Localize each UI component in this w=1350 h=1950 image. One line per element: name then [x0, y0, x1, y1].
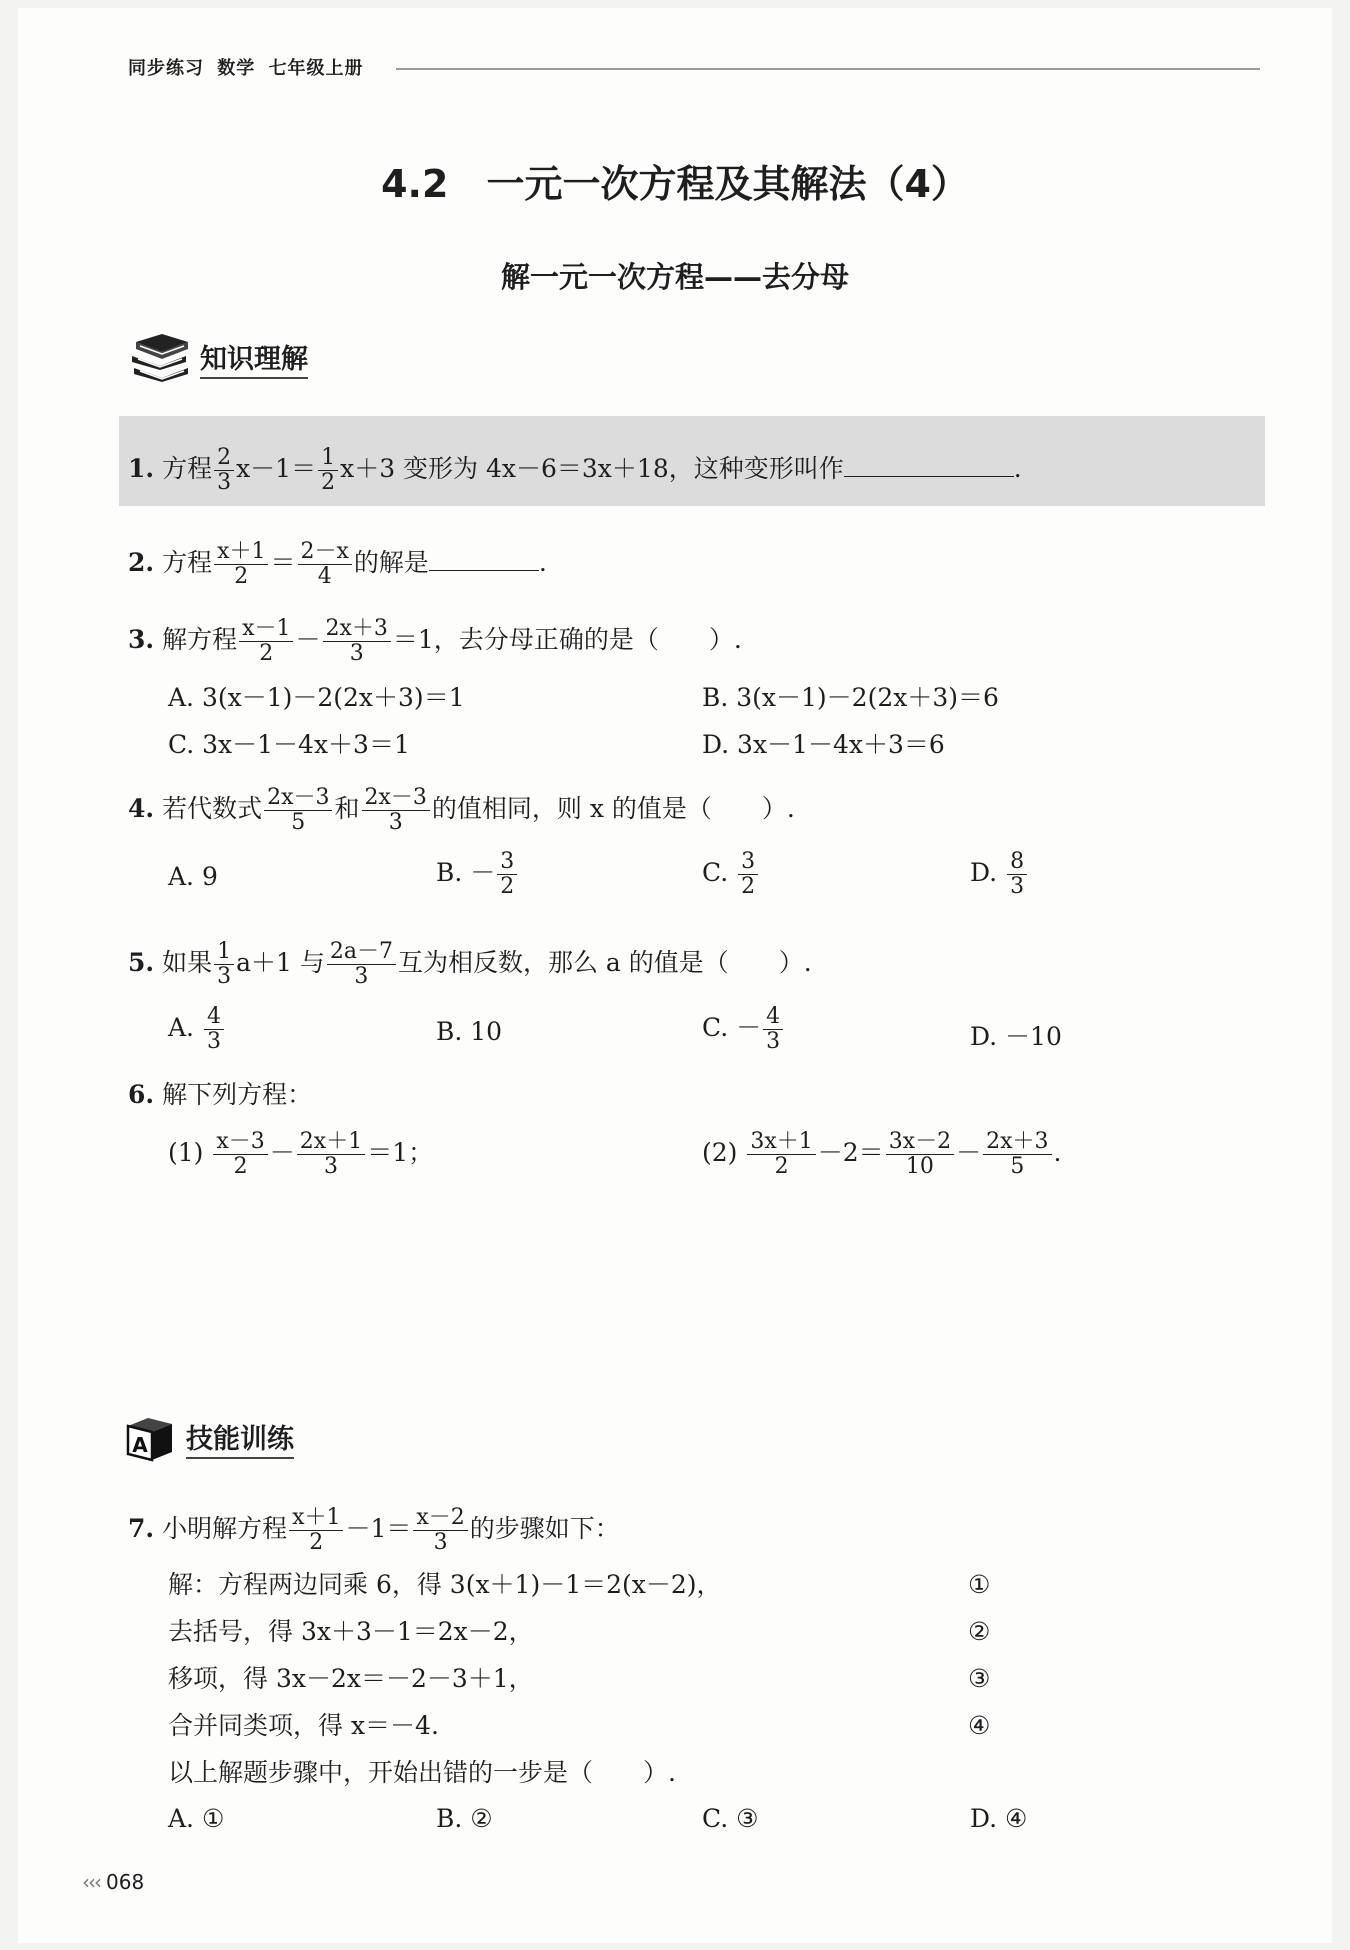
- fraction: $\frac{4}{3}$: [763, 1005, 783, 1054]
- fraction: $\frac{3}{2}$: [497, 850, 517, 899]
- q7-option-c[interactable]: C. ③: [702, 1804, 759, 1833]
- fraction: $\frac{1}{3}$: [214, 940, 234, 989]
- solution-step-2: 去括号，得 3x＋3－1＝2x－2，: [168, 1617, 534, 1646]
- solution-step-3: 移项，得 3x－2x＝－2－3＋1，: [168, 1664, 534, 1693]
- q4-option-a[interactable]: A. 9: [168, 862, 218, 891]
- fraction: $\frac{3}{2}$: [738, 850, 758, 899]
- q3-option-c[interactable]: C. 3x－1－4x＋3＝1: [168, 730, 410, 759]
- question-5: 5. 如果 $\frac{1}{3}$ a＋1 与 $\frac{2a-7}{3}$ 互为相反数，那么 a 的值是（ ）.: [128, 939, 812, 989]
- fraction: $\frac{2-x}{4}$: [298, 540, 352, 589]
- step-marker-1: ①: [968, 1570, 991, 1599]
- fraction: $\frac{2x-3}{5}$: [264, 786, 332, 835]
- fraction: $\frac{x-3}{2}$: [213, 1130, 267, 1179]
- q3-option-d[interactable]: D. 3x－1－4x＋3＝6: [702, 730, 945, 759]
- step-marker-4: ④: [968, 1711, 991, 1740]
- fraction: $\frac{x+1}{2}$: [289, 1506, 343, 1555]
- question-2: 2. 方程 $\frac{x+1}{2}$ ＝ $\frac{2-x}{4}$ 的解是 .: [128, 539, 547, 589]
- fraction: $\frac{x-2}{3}$: [413, 1506, 467, 1555]
- section-label: 知识理解: [200, 337, 308, 379]
- question-4: 4. 若代数式 $\frac{2x-3}{5}$ 和 $\frac{2x-3}{3}$ 的值相同，则 x 的值是（ ）.: [128, 785, 795, 835]
- fraction: $\frac{x+1}{2}$: [214, 540, 268, 589]
- fraction: $\frac{2x-3}{3}$: [362, 786, 430, 835]
- fraction: $\frac{2x+1}{3}$: [297, 1130, 365, 1179]
- answer-blank[interactable]: [429, 546, 539, 571]
- question-6: 6. 解下列方程：: [128, 1080, 313, 1109]
- answer-blank[interactable]: [844, 452, 1014, 477]
- step-marker-2: ②: [968, 1617, 991, 1646]
- svg-text:A: A: [132, 1433, 148, 1457]
- q5-option-c[interactable]: C. － $\frac{4}{3}$: [702, 1005, 785, 1054]
- section-number: 4.2: [381, 162, 449, 206]
- arrows-icon: ‹‹‹: [82, 1870, 100, 1894]
- q7-option-d[interactable]: D. ④: [970, 1804, 1028, 1833]
- page-number: 068: [106, 1870, 145, 1894]
- q5-option-a[interactable]: A. $\frac{4}{3}$: [168, 1005, 226, 1054]
- section-skills: [126, 1414, 294, 1462]
- fraction: $\frac{3x-2}{10}$: [886, 1130, 954, 1179]
- section-title: 一元一次方程及其解法（4）: [486, 162, 969, 206]
- q7-option-a[interactable]: A. ①: [168, 1804, 225, 1833]
- page-subtitle: 解一元一次方程——去分母: [500, 260, 849, 294]
- fraction: $\frac{8}{3}$: [1007, 850, 1027, 899]
- letter-a-cube-icon: [126, 1414, 176, 1462]
- q5-option-b[interactable]: B. 10: [436, 1017, 503, 1046]
- stacked-books-icon: [128, 334, 192, 382]
- q7-option-b[interactable]: B. ②: [436, 1804, 493, 1833]
- fraction: $\frac{2x+3}{5}$: [983, 1130, 1051, 1179]
- question-7-prompt: 以上解题步骤中，开始出错的一步是（ ）.: [168, 1758, 676, 1787]
- question-3: 3. 解方程 $\frac{x-1}{2}$ － $\frac{2x+3}{3}$ ＝1，去分母正确的是（ ）.: [128, 616, 742, 666]
- q3-option-b[interactable]: B. 3(x－1)－2(2x＋3)＝6: [702, 683, 999, 712]
- header-rule: [396, 68, 1260, 70]
- step-marker-3: ③: [968, 1664, 991, 1693]
- question-1: 1. 方程 $\frac{2}{3}$ x－1＝ $\frac{1}{2}$ x＋3 变形为 4x－6＝3x＋18，这种变形叫作 .: [128, 445, 1022, 495]
- header-subject: 数学: [217, 58, 256, 79]
- fraction: $\frac{2}{3}$: [214, 446, 234, 495]
- question-6-part-1: (1) $\frac{x-3}{2}$ － $\frac{2x+1}{3}$ ＝1；: [168, 1129, 434, 1179]
- header-grade: 七年级上册: [268, 58, 364, 79]
- running-header: [128, 54, 364, 80]
- solution-step-1: 解：方程两边同乘 6，得 3(x＋1)－1＝2(x－2)，: [168, 1570, 722, 1599]
- section-knowledge: [128, 334, 308, 382]
- q5-option-d[interactable]: D. －10: [970, 1022, 1062, 1051]
- page-footer: [82, 1870, 144, 1894]
- fraction: $\frac{2x+3}{3}$: [323, 617, 391, 666]
- page-title: [0, 153, 1350, 208]
- fraction: $\frac{1}{2}$: [318, 446, 338, 495]
- fraction: $\frac{2a-7}{3}$: [327, 940, 396, 989]
- question-7: 7. 小明解方程 $\frac{x+1}{2}$ －1＝ $\frac{x-2}{3}$ 的步骤如下：: [128, 1505, 620, 1555]
- header-series: 同步练习: [128, 58, 204, 79]
- q4-option-c[interactable]: C. $\frac{3}{2}$: [702, 850, 760, 899]
- fraction: $\frac{4}{3}$: [204, 1005, 224, 1054]
- fraction: $\frac{x-1}{2}$: [239, 617, 293, 666]
- question-6-part-2: (2) $\frac{3x+1}{2}$ －2＝ $\frac{3x-2}{10}$ － $\frac{2x+3}{5}$ .: [702, 1129, 1062, 1179]
- fraction: $\frac{3x+1}{2}$: [747, 1130, 815, 1179]
- solution-step-4: 合并同类项，得 x＝－4.: [168, 1711, 439, 1740]
- q4-option-b[interactable]: B. － $\frac{3}{2}$: [436, 850, 519, 899]
- q4-option-d[interactable]: D. $\frac{8}{3}$: [970, 850, 1029, 899]
- section-label: 技能训练: [186, 1417, 294, 1459]
- q3-option-a[interactable]: A. 3(x－1)－2(2x＋3)＝1: [168, 683, 465, 712]
